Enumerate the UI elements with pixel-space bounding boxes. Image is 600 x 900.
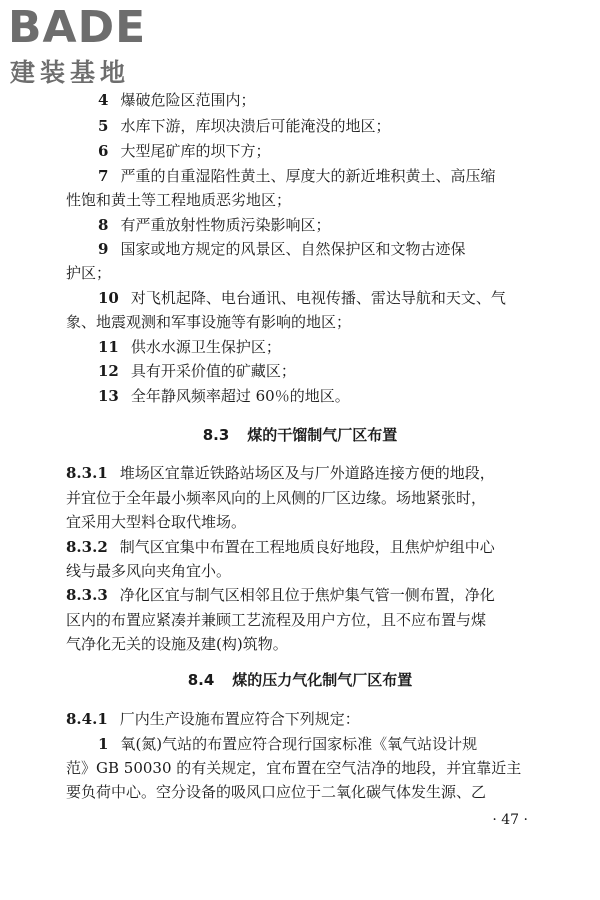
list-item: 13 全年静风频率超过 60％的地区。 xyxy=(98,387,350,405)
list-item: 11 供水水源卫生保护区； xyxy=(98,338,281,356)
list-item: 5 水库下游，库坝决溃后可能淹没的地区； xyxy=(98,117,391,135)
list-item-continuation: 要负荷中心。空分设备的吸风口应位于二氧化碳气体发生源、乙 xyxy=(66,783,487,801)
list-item-continuation: 护区； xyxy=(66,264,112,282)
section-heading: 8.3 煤的干馏制气厂区布置 xyxy=(202,426,398,444)
clause-continuation: 线与最多风向夹角宜小。 xyxy=(66,562,232,580)
logo-subtitle: 建装基地 xyxy=(10,58,131,87)
clause: 8.3.1 堆场区宜靠近铁路站场区及与厂外道路连接方便的地段， xyxy=(66,464,495,482)
logo-wordmark: BADE xyxy=(8,2,147,53)
list-item: 9 国家或地方规定的风景区、自然保护区和文物古迹保 xyxy=(98,240,466,258)
page-number: · 47 · xyxy=(492,812,528,828)
clause-continuation: 并宜位于全年最小频率风向的上风侧的厂区边缘。场地紧张时， xyxy=(66,489,487,507)
list-item: 12 具有开采价值的矿藏区； xyxy=(98,362,296,380)
list-item: 10 对飞机起降、电台通讯、电视传播、雷达导航和天文、气 xyxy=(98,289,506,307)
clause-continuation: 气净化无关的设施及建(构)筑物。 xyxy=(66,635,288,653)
clause-continuation: 宜采用大型料仓取代堆场。 xyxy=(66,513,247,531)
list-item: 4 爆破危险区范围内； xyxy=(98,91,256,109)
list-item: 7 严重的自重湿陷性黄土、厚度大的新近堆积黄土、高压缩 xyxy=(98,167,496,185)
list-item-continuation: 象、地震观测和军事设施等有影响的地区； xyxy=(66,313,352,331)
list-item: 1 氧(氮)气站的布置应符合现行国家标准《氧气站设计规 xyxy=(98,735,478,753)
clause: 8.4.1 厂内生产设施布置应符合下列规定： xyxy=(66,710,360,728)
section-heading: 8.4 煤的压力气化制气厂区布置 xyxy=(187,671,413,689)
list-item: 8 有严重放射性物质污染影响区； xyxy=(98,216,331,234)
clause-continuation: 区内的布置应紧凑并兼顾工艺流程及用户方位，且不应布置与煤 xyxy=(66,611,487,629)
list-item: 6 大型尾矿库的坝下方； xyxy=(98,142,271,160)
list-item-continuation: 范》GB 50030 的有关规定，宜布置在空气洁净的地段，并宜靠近主 xyxy=(66,759,522,777)
list-item-continuation: 性饱和黄土等工程地质恶劣地区； xyxy=(66,191,292,209)
clause: 8.3.3 净化区宜与制气区相邻且位于焦炉集气管一侧布置，净化 xyxy=(66,586,495,604)
clause: 8.3.2 制气区宜集中布置在工程地质良好地段，且焦炉炉组中心 xyxy=(66,538,495,556)
logo xyxy=(8,4,178,90)
